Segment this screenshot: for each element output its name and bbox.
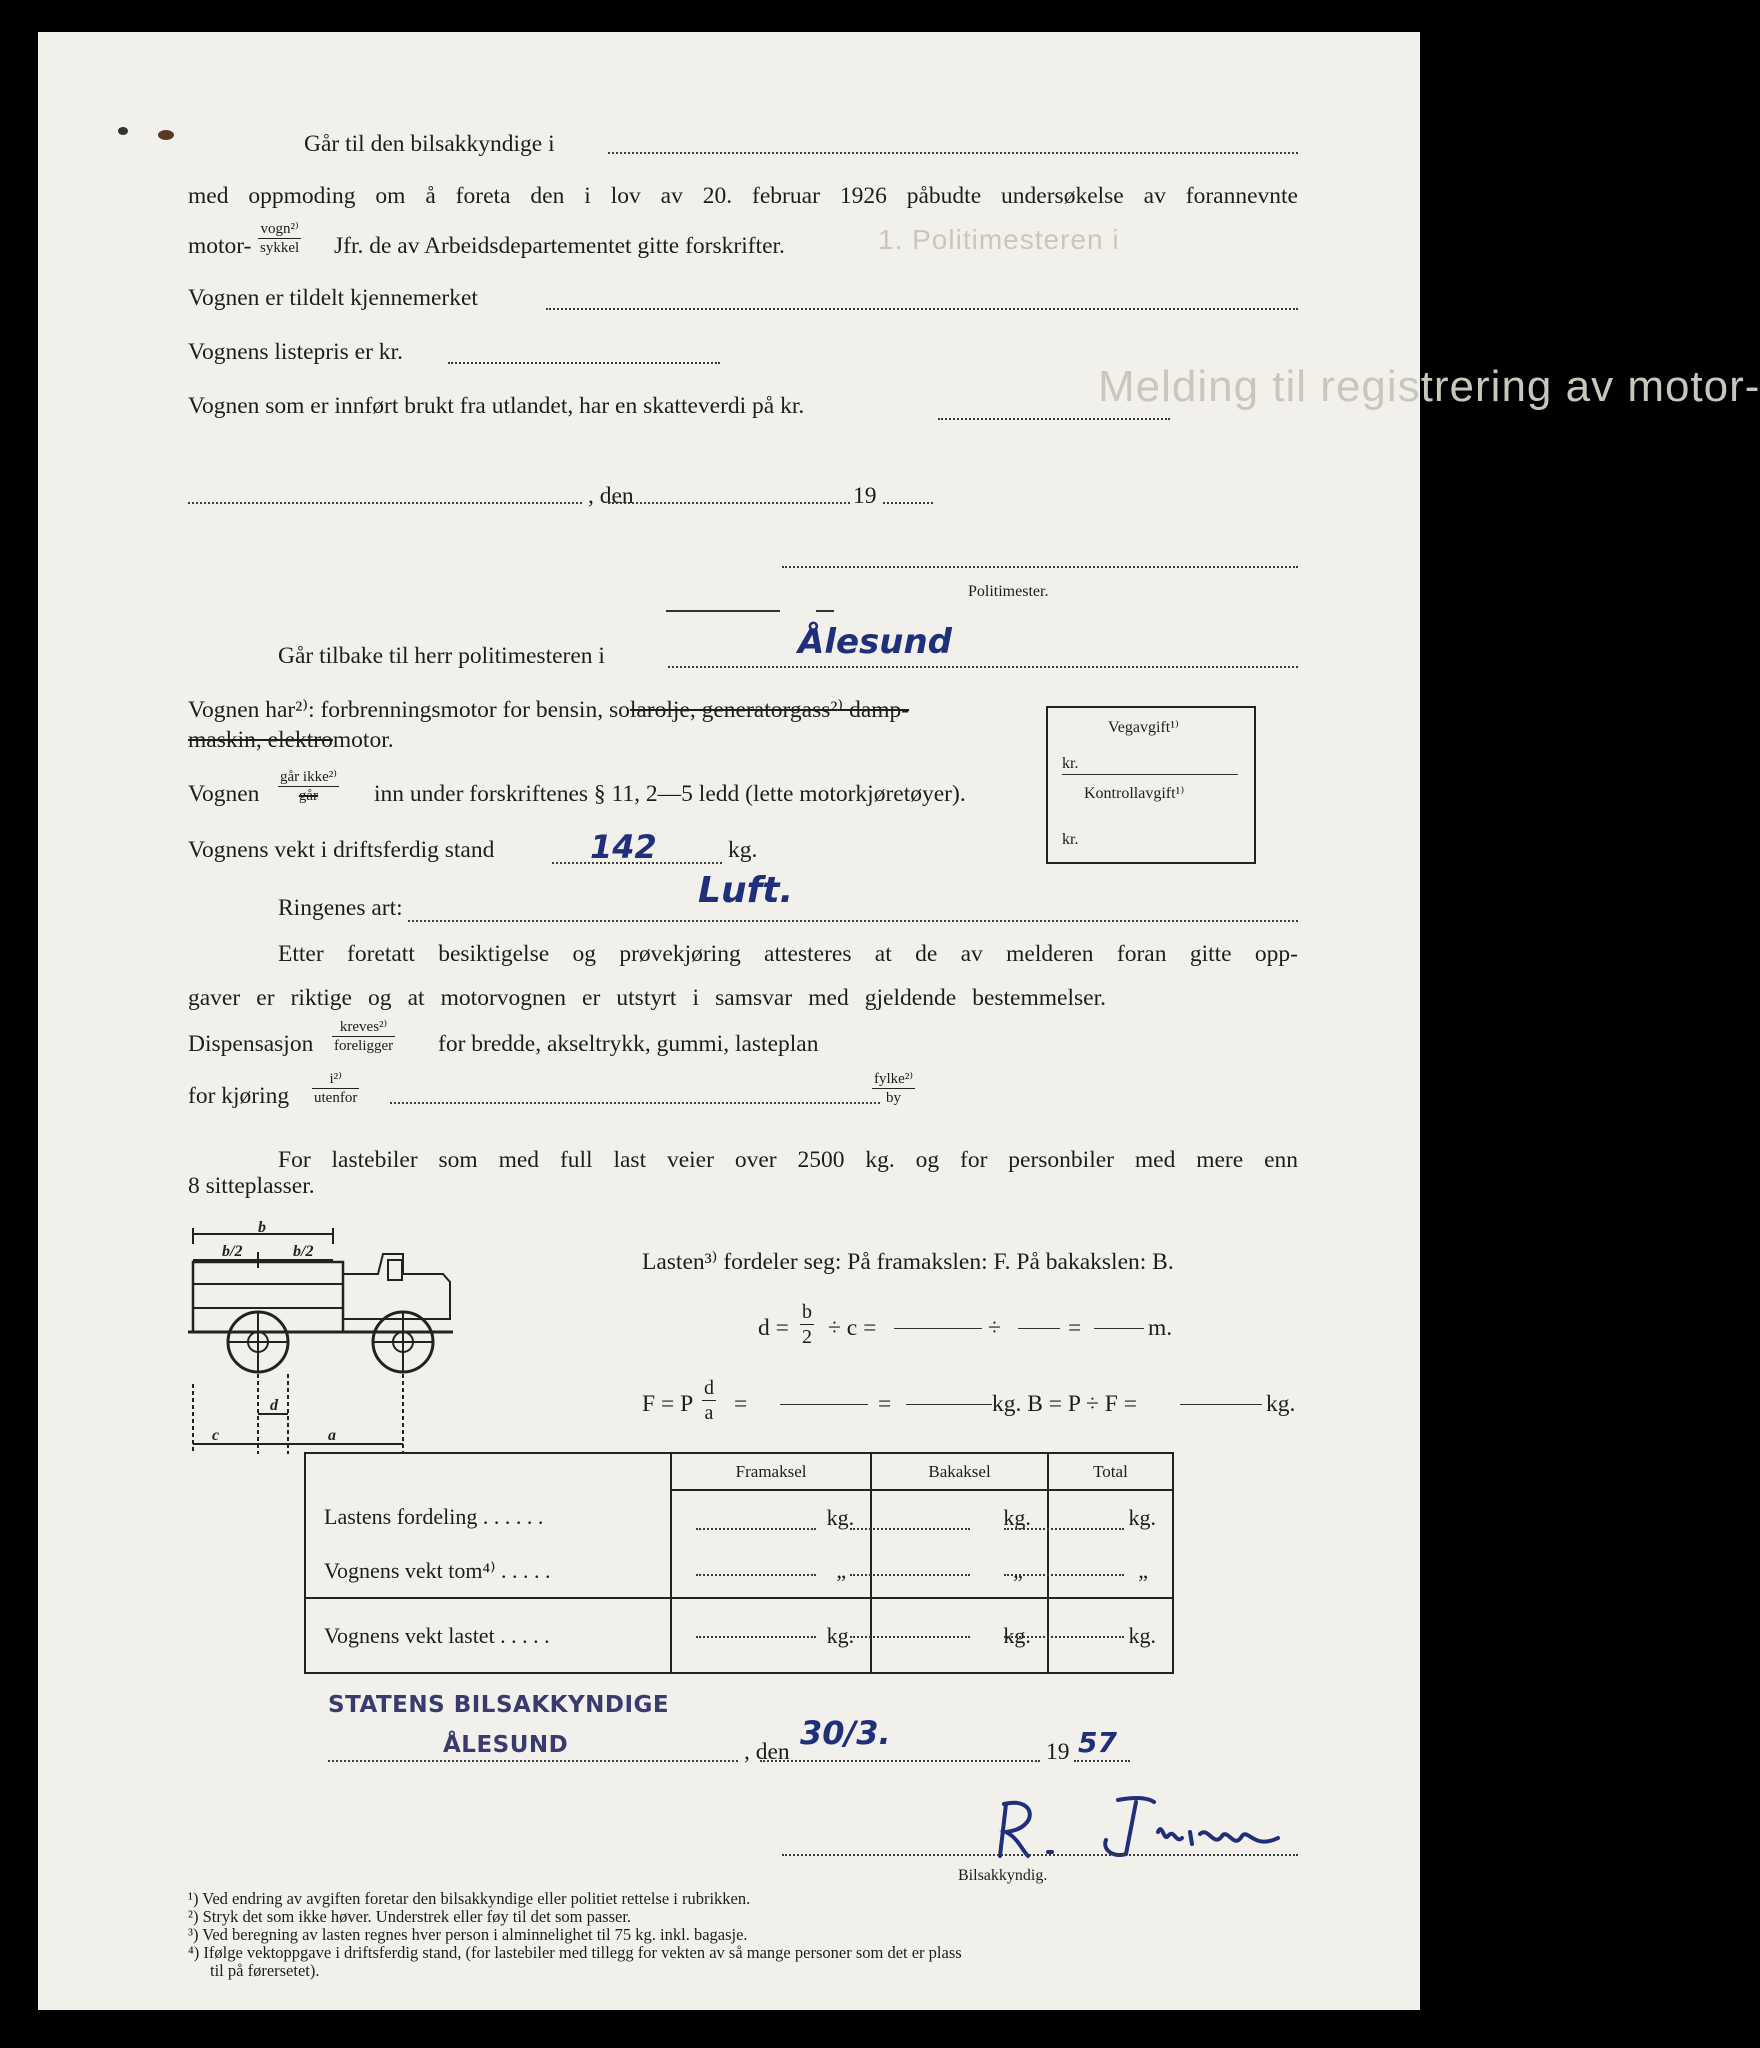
table-field	[850, 1528, 970, 1530]
vekt-label: Vognens vekt i driftsferdig stand	[188, 837, 495, 863]
formula-blank	[906, 1404, 992, 1405]
table-field	[696, 1528, 816, 1530]
footnote-4: ⁴) Ifølge vektoppgave i driftsferdig stand, (for lastebiler med tillegg for vekten av så mange personer som det er plass	[188, 1943, 962, 1962]
kontrollavgift-kr: kr.	[1062, 831, 1079, 848]
formula-div: ÷	[988, 1315, 1001, 1341]
vegavgift-kr: kr.	[1062, 755, 1079, 772]
stamp-line-2: ÅLESUND	[443, 1732, 569, 1758]
sign-date-field	[760, 1760, 1040, 1762]
skatteverdi-field	[938, 418, 1170, 420]
i-utenfor-fraction: i²⁾ utenfor	[314, 1071, 358, 1106]
ink-speck	[118, 127, 128, 135]
row-label: Lastens fordeling . . . . . .	[324, 1504, 544, 1530]
sign-year-label: 19	[1046, 1739, 1070, 1765]
b-over-2: $\frac{b}{2}$	[802, 1301, 812, 1348]
kontrollavgift-label: Kontrollavgift¹⁾	[1084, 785, 1185, 802]
stamp-line-1: STATENS BILSAKKYNDIGE	[328, 1692, 670, 1718]
kjoering-field	[390, 1102, 880, 1104]
table-field	[696, 1636, 816, 1638]
handwritten-date: 30/3.	[800, 1714, 891, 1752]
handwritten-signature	[978, 1792, 1298, 1872]
dispensasjon-label: Dispensasjon	[188, 1031, 314, 1057]
table-field	[696, 1574, 816, 1576]
bilsakkyndig-signature-field	[782, 1854, 1298, 1856]
weight-table	[304, 1452, 1174, 1674]
table-cell: kg.	[671, 1490, 871, 1544]
svg-text:b/2: b/2	[222, 1243, 243, 1260]
ringenes-label: Ringenes art:	[278, 895, 403, 921]
kreves-fraction: kreves²⁾ foreligger	[334, 1019, 394, 1054]
handwritten-tyres: Luft.	[698, 870, 794, 911]
svg-text:c: c	[212, 1427, 220, 1444]
formula-minus-c: ÷ c =	[828, 1315, 877, 1341]
separator-line	[666, 610, 780, 612]
lasten-fordeler-label: Lasten³⁾ fordeler seg: På framakslen: F. På bakakslen: B.	[642, 1249, 1174, 1275]
d-over-a: $\frac{d}{a}$	[704, 1377, 714, 1424]
formula-kg: kg.	[1266, 1391, 1296, 1417]
kg-unit: kg.	[728, 837, 758, 863]
request-text: med oppmoding om å foreta den i lov av 20. februar 1926 påbudte undersøkelse av forannevnte	[188, 183, 1298, 209]
vogn-sykkel-fraction: vogn²⁾ sykkel	[260, 221, 300, 256]
col-bakaksel: Bakaksel	[871, 1453, 1048, 1490]
kjennemerke-label: Vognen er tildelt kjennemerket	[188, 285, 478, 311]
formula-blank	[1180, 1404, 1262, 1405]
formula-eq: =	[1068, 1315, 1082, 1341]
truck-diagram	[188, 1219, 608, 1474]
line-gaar-til: Går til den bilsakkyndige i	[304, 131, 555, 157]
formula-b: kg. B = P ÷ F =	[992, 1391, 1137, 1417]
table-field	[1004, 1636, 1124, 1638]
year-field	[883, 502, 933, 504]
forskrift-text: inn under forskriftenes § 11, 2—5 ledd (lette motorkjøretøyer).	[374, 781, 966, 807]
lastebiler-line-2: 8 sitteplasser.	[188, 1173, 315, 1199]
table-field	[850, 1636, 970, 1638]
col-framaksel: Framaksel	[671, 1453, 871, 1490]
formula-blank	[1018, 1328, 1060, 1329]
gaar-tilbake-field	[668, 666, 1298, 668]
table-field	[1004, 1528, 1124, 1530]
vognen-har-line: Vognen har²⁾: forbrenningsmotor for bensin, solarolje, generatorgass²⁾ damp-	[188, 697, 910, 723]
formula-blank	[780, 1404, 868, 1405]
vognen-label: Vognen	[188, 781, 260, 807]
politimester-signature-field	[782, 566, 1298, 568]
table-cell: „	[871, 1544, 1048, 1598]
handwritten-city: Ålesund	[798, 622, 953, 662]
year-label: 19	[853, 483, 877, 509]
skatteverdi-label: Vognen som er innført brukt fra utlandet, har en skatteverdi på kr.	[188, 393, 805, 419]
document-page	[38, 32, 1760, 2010]
formula-f: F = P	[642, 1391, 694, 1417]
kjennemerke-field	[546, 308, 1298, 310]
sign-year-field	[1074, 1760, 1130, 1762]
separator-dash	[816, 610, 834, 612]
show-through-text: 1. Politimesteren i	[878, 224, 1120, 255]
formula-m: m.	[1148, 1315, 1173, 1341]
table-cell: kg.	[671, 1598, 871, 1673]
table-cell: kg.	[871, 1598, 1048, 1673]
dispensasjon-text: for bredde, akseltrykk, gummi, lasteplan	[438, 1031, 819, 1057]
ringenes-field	[408, 920, 1298, 922]
footnote-1: ¹) Ved endring av avgiften foretar den bilsakkyndige eller politiet rettelse i rubrikken.	[188, 1889, 751, 1908]
svg-text:b/2: b/2	[293, 1243, 314, 1260]
fylke-by-fraction: fylke²⁾ by	[874, 1071, 914, 1106]
bilsakkyndig-label: Bilsakkyndig.	[958, 1867, 1048, 1884]
place-field	[188, 502, 582, 504]
svg-text:a: a	[328, 1427, 336, 1444]
show-through-text: Melding til registrering av motor-	[1098, 362, 1760, 411]
vegavgift-line	[1062, 774, 1238, 775]
row-label: Vognens vekt tom⁴⁾ . . . . .	[324, 1557, 551, 1583]
formula-eq2: =	[734, 1391, 748, 1417]
den-label: , den	[588, 483, 634, 509]
kjoering-label: for kjøring	[188, 1083, 290, 1109]
attest-line-2: gaver er riktige og at motorvognen er utstyrt i samsvar med gjeldende bestemmelser.	[188, 985, 1106, 1011]
politimester-label: Politimester.	[968, 583, 1049, 600]
svg-text:b: b	[258, 1219, 266, 1236]
ink-speck	[158, 130, 174, 140]
table-cell: „	[671, 1544, 871, 1598]
listepris-label: Vognens listepris er kr.	[188, 339, 403, 365]
vegavgift-label: Vegavgift¹⁾	[1108, 719, 1179, 736]
date-field	[608, 502, 850, 504]
footnote-4-cont: til på førersetet).	[210, 1961, 320, 1980]
table-field	[850, 1574, 970, 1576]
dotted-field	[608, 152, 1298, 154]
formula-d: d =	[758, 1315, 789, 1341]
listepris-field	[448, 362, 720, 364]
table-field	[1004, 1574, 1124, 1576]
table-cell: kg.	[871, 1490, 1048, 1544]
attest-line-1: Etter foretatt besiktigelse og prøvekjøring attesteres at de av melderen foran gitte opp-	[278, 941, 1298, 967]
handwritten-weight: 142	[590, 828, 657, 866]
table-cell: kg.	[1048, 1490, 1173, 1544]
gaar-tilbake-label: Går tilbake til herr politimesteren i	[278, 643, 605, 669]
vognen-har-line-2: maskin, elektromotor.	[188, 727, 394, 753]
sign-den-label: , den	[744, 1739, 790, 1765]
col-total: Total	[1048, 1453, 1173, 1490]
lastebiler-line-1: For lastebiler som med full last veier over 2500 kg. og for personbiler med mere enn	[278, 1147, 1298, 1173]
formula-blank	[1094, 1328, 1144, 1329]
formula-eq3: =	[878, 1391, 892, 1417]
table-cell: kg.	[1048, 1598, 1173, 1673]
row-label: Vognens vekt lastet . . . . .	[305, 1598, 671, 1673]
handwritten-year: 57	[1078, 1726, 1117, 1759]
footnote-3: ³) Ved beregning av lasten regnes hver person i alminnelighet til 75 kg. inkl. bagasje.	[188, 1925, 748, 1944]
formula-blank	[894, 1328, 982, 1329]
stamp-place-field	[328, 1760, 738, 1762]
table-cell: „	[1048, 1544, 1173, 1598]
jfr-text: Jfr. de av Arbeidsdepartementet gitte forskrifter.	[334, 233, 785, 259]
motor-label: motor-	[188, 233, 252, 259]
footnote-2: ²) Stryk det som ikke høver. Understrek eller føy til det som passer.	[188, 1907, 632, 1926]
gaar-ikke-fraction: går ikke²⁾ går	[280, 769, 337, 804]
svg-text:d: d	[270, 1397, 278, 1414]
